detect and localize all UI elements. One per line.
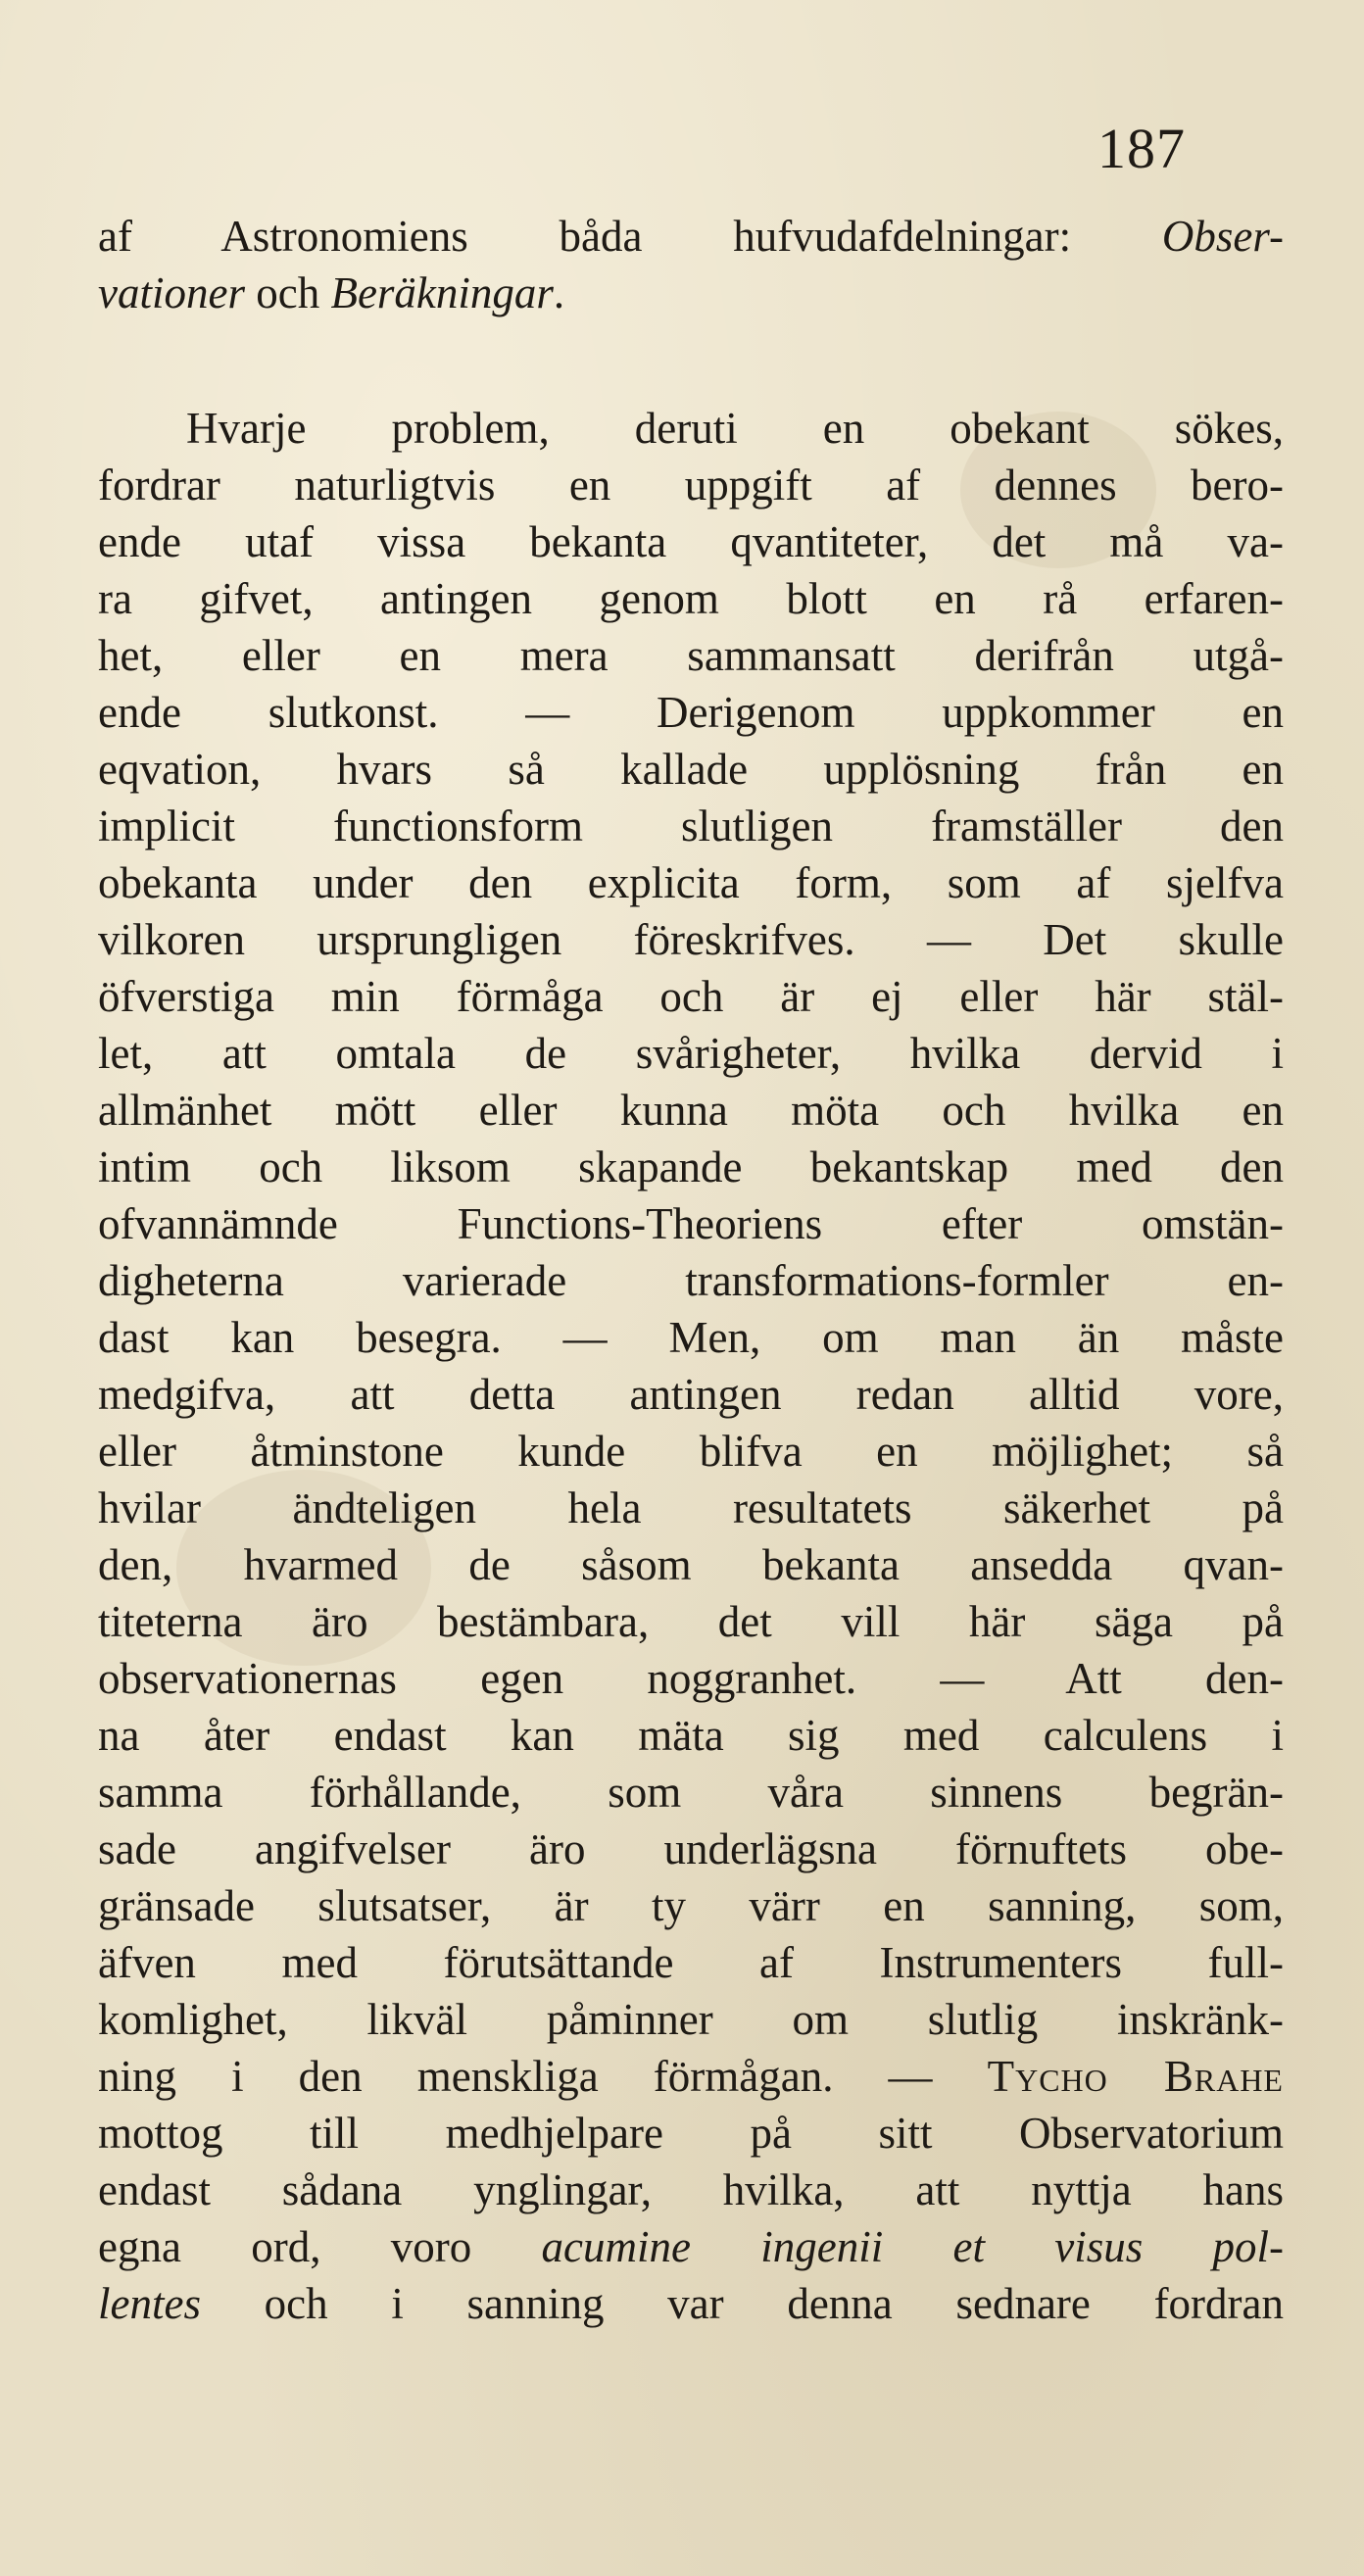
text-line: medgifva, att detta antingen redan alltid vore, [98, 1370, 1284, 1419]
author-name: Tycho Brahe [987, 2052, 1284, 2101]
text-line: endast sådana ynglingar, hvilka, att nyttja hans [98, 2165, 1284, 2214]
text-line: gränsade slutsatser, är ty värr en sanning, som, [98, 1881, 1284, 1930]
text-line: eqvation, hvars så kallade upplösning från en [98, 745, 1284, 794]
text-line: intim och liksom skapande bekantskap med den [98, 1142, 1284, 1191]
text-line: ning i den menskliga förmågan. — Tycho Brahe [98, 2052, 1284, 2101]
text-line: let, att omtala de svårigheter, hvilka dervid i [98, 1029, 1284, 1078]
text-line: eller åtminstone kunde blifva en möjlighet; så [98, 1427, 1284, 1476]
latin-quote: lentes [98, 2279, 201, 2328]
main-paragraph [98, 400, 1284, 2332]
text-line: mottog till medhjelpare på sitt Observatorium [98, 2109, 1284, 2158]
text-line: ende utaf vissa bekanta qvantiteter, det må va- [98, 517, 1284, 566]
text-line: sade angifvelser äro underlägsna förnuftets obe- [98, 1824, 1284, 1873]
text-line: allmänhet mött eller kunna möta och hvilka en [98, 1086, 1284, 1135]
text-line: dast kan besegra. — Men, om man än måste [98, 1313, 1284, 1362]
text-line: ra gifvet, antingen genom blott en rå erfaren- [98, 574, 1284, 623]
text-line: den, hvarmed de såsom bekanta ansedda qvan- [98, 1540, 1284, 1589]
text-line: na åter endast kan mäta sig med calculens i [98, 1711, 1284, 1760]
text-line: implicit functionsform slutligen framställer den [98, 802, 1284, 851]
page-number: 187 [1097, 117, 1186, 180]
text-line: af Astronomiens båda hufvudafdelningar: Obser- [98, 212, 1284, 261]
text-line: vilkoren ursprungligen föreskrifves. — Det skulle [98, 915, 1284, 964]
text-line: ende slutkonst. — Derigenom uppkommer en [98, 688, 1284, 737]
text-line: digheterna varierade transformations-formler en- [98, 1256, 1284, 1305]
intro-paragraph-end [98, 208, 1284, 321]
text-line: vationer och Beräkningar. [98, 268, 565, 317]
text-line: ofvannämnde Functions-Theoriens efter omstän- [98, 1199, 1284, 1248]
text-line: lentes och i sanning var denna sednare fordran [98, 2279, 1284, 2328]
text-line: öfverstiga min förmåga och är ej eller här stäl- [98, 972, 1284, 1021]
text-line: obekanta under den explicita form, som af sjelfva [98, 858, 1284, 907]
text-line: egna ord, voro acumine ingenii et visus pol- [98, 2222, 1284, 2271]
text-line: het, eller en mera sammansatt derifrån utgå- [98, 631, 1284, 680]
text-line: fordrar naturligtvis en uppgift af dennes bero- [98, 461, 1284, 510]
text-line: äfven med förutsättande af Instrumenters full- [98, 1938, 1284, 1987]
text-line: hvilar ändteligen hela resultatets säkerhet på [98, 1483, 1284, 1532]
latin-quote: acumine ingenii et visus pol- [541, 2222, 1284, 2271]
text-line: komlighet, likväl påminner om slutlig inskränk- [98, 1995, 1284, 2044]
text-line: samma förhållande, som våra sinnens begrän- [98, 1768, 1284, 1817]
text-line: observationernas egen noggranhet. — Att den- [98, 1654, 1284, 1703]
text-line: Hvarje problem, deruti en obekant sökes, [186, 404, 1284, 453]
text-line: titeterna äro bestämbara, det vill här säga på [98, 1597, 1284, 1646]
